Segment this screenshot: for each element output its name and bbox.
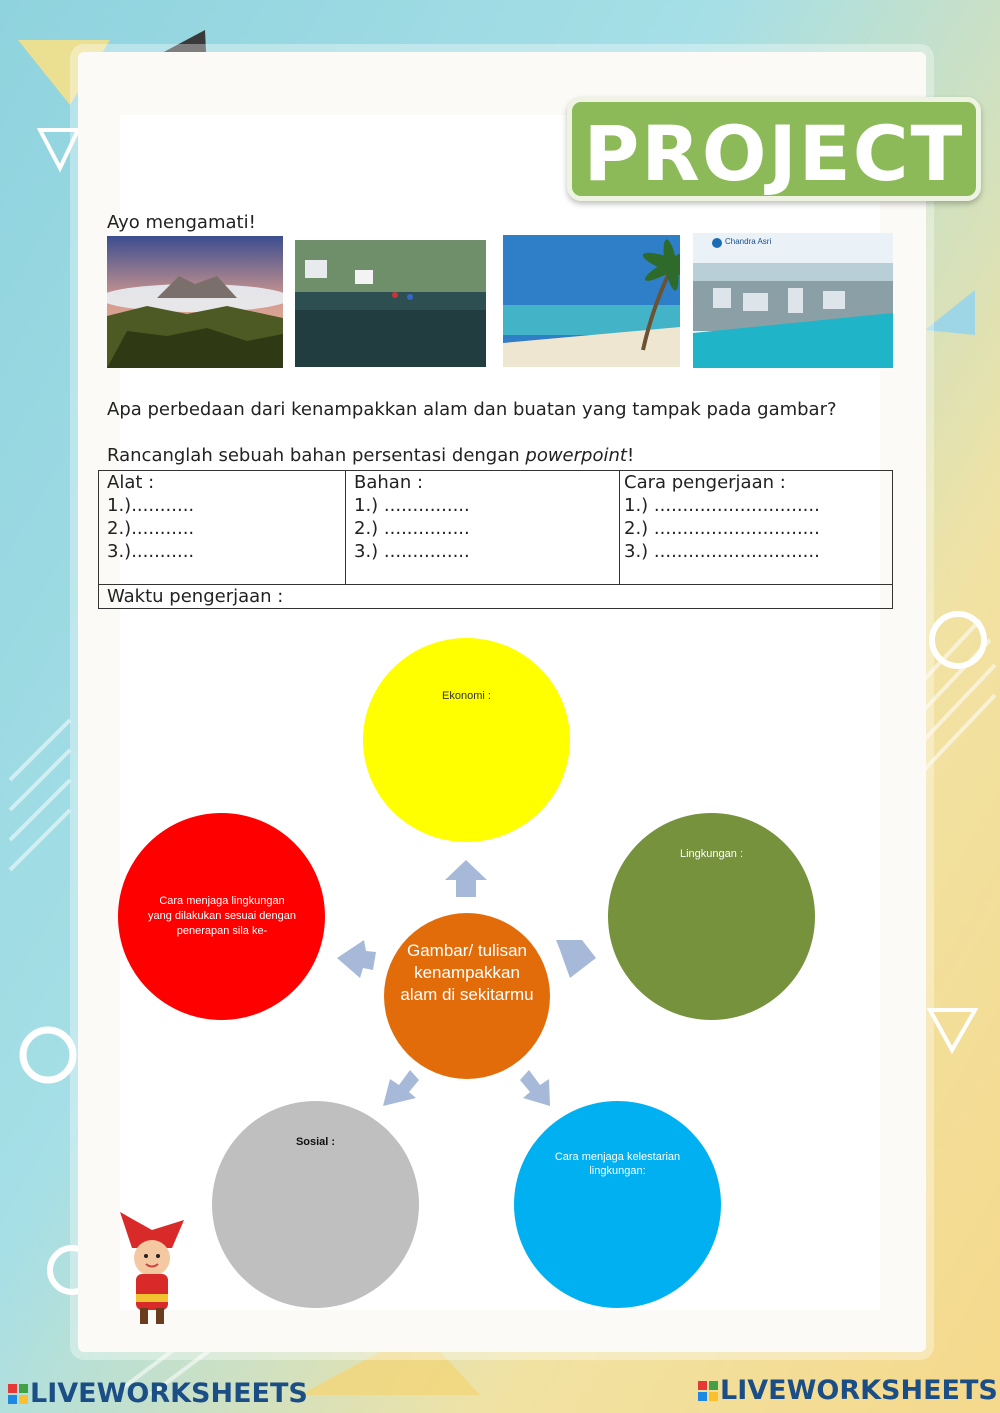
liveworksheets-icon xyxy=(698,1381,718,1401)
materials-row-1[interactable]: 1.) ............... xyxy=(354,495,470,516)
method-header: Cara pengerjaan : xyxy=(624,472,786,493)
instruction-emphasis: powerpoint xyxy=(525,445,627,466)
heading-observe: Ayo mengamati! xyxy=(107,212,256,233)
arrow-left xyxy=(337,940,376,978)
liveworksheets-logo-left: LIVEWORKSHEETS xyxy=(8,1378,308,1409)
instruction-after: ! xyxy=(626,445,635,466)
conservation-label: Cara menjaga kelestarian lingkungan: xyxy=(554,1151,681,1177)
care-pancasila-label: Cara menjaga lingkungan yang dilakukan sesuai dengan penerapan sila ke- xyxy=(148,895,297,937)
materials-header: Bahan : xyxy=(354,472,424,493)
method-row-2[interactable]: 2.) ............................. xyxy=(624,518,820,539)
arrow-up xyxy=(445,860,487,897)
tools-row-3[interactable]: 3.)........... xyxy=(107,541,195,562)
question-text: Apa perbedaan dari kenampakkan alam dan buatan yang tampak pada gambar? xyxy=(107,399,837,420)
environment-circle[interactable] xyxy=(608,813,815,1020)
environment-label: Lingkungan : xyxy=(680,848,743,860)
social-circle[interactable] xyxy=(212,1101,419,1308)
tools-row-2[interactable]: 2.)........... xyxy=(107,518,195,539)
conservation-circle[interactable] xyxy=(514,1101,721,1308)
method-row-3[interactable]: 3.) ............................. xyxy=(624,541,820,562)
arrow-right xyxy=(556,940,596,978)
tools-row-1[interactable]: 1.)........... xyxy=(107,495,195,516)
duration-label: Waktu pengerjaan : xyxy=(107,586,284,607)
instruction-before: Rancanglah sebuah bahan persentasi dengan xyxy=(107,445,526,466)
project-badge: PROJECT xyxy=(567,97,981,201)
center-label: Gambar/ tulisan kenampakkan alam di sekitarmu xyxy=(400,941,534,1004)
tools-header: Alat : xyxy=(107,472,155,493)
materials-row-2[interactable]: 2.) ............... xyxy=(354,518,470,539)
photo-caption: Chandra Asri xyxy=(725,237,772,246)
method-row-1[interactable]: 1.) ............................. xyxy=(624,495,820,516)
liveworksheets-icon xyxy=(8,1384,28,1404)
economy-circle[interactable] xyxy=(363,638,570,842)
mascot-illustration xyxy=(112,1208,192,1328)
materials-row-3[interactable]: 3.) ............... xyxy=(354,541,470,562)
liveworksheets-logo-right: LIVEWORKSHEETS xyxy=(698,1375,998,1406)
arrow-down-left xyxy=(383,1070,419,1106)
economy-label: Ekonomi : xyxy=(442,690,491,702)
arrow-down-right xyxy=(520,1070,550,1106)
social-label: Sosial : xyxy=(295,1136,336,1148)
